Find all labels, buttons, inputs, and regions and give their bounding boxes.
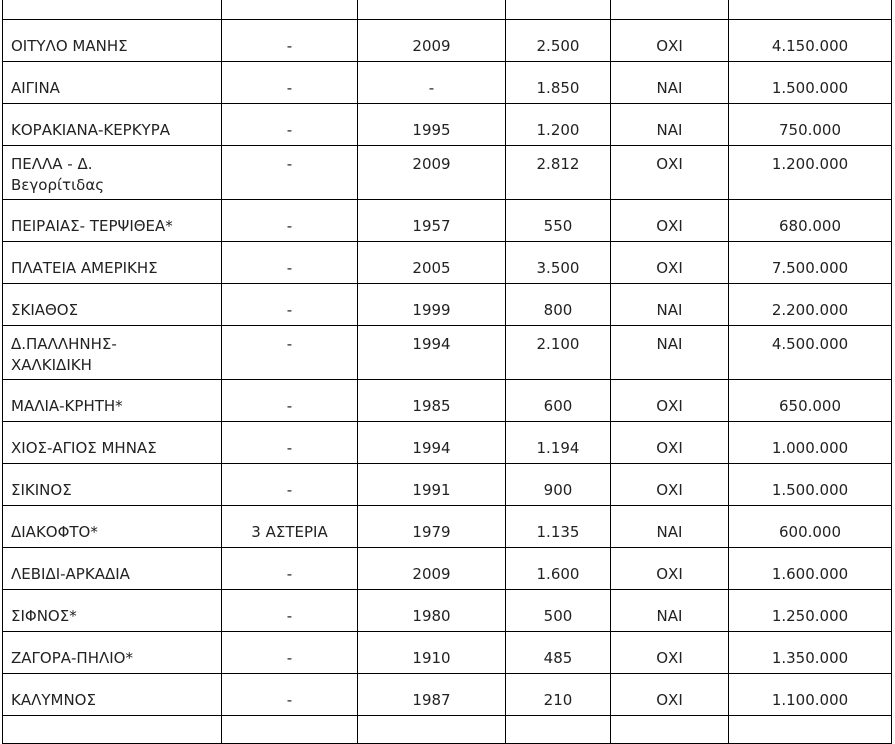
cell-year: 1999 bbox=[358, 284, 506, 326]
cell-stars: - bbox=[222, 674, 358, 716]
cell-flag: ΟΧΙ bbox=[611, 380, 729, 422]
cell-name: ΟΙΤΥΛΟ ΜΑΝΗΣ bbox=[3, 20, 222, 62]
cell-name: ΠΕΙΡΑΙΑΣ- ΤΕΡΨΙΘΕΑ* bbox=[3, 200, 222, 242]
table-row-clipped-bottom bbox=[3, 716, 892, 744]
table-row bbox=[3, 506, 892, 548]
cell-flag: ΟΧΙ bbox=[611, 674, 729, 716]
cell-stars: - bbox=[222, 242, 358, 284]
cell-year: - bbox=[358, 62, 506, 104]
cell-stars: - bbox=[222, 284, 358, 326]
cell-year: 2009 bbox=[358, 146, 506, 200]
cell-year: 1957 bbox=[358, 200, 506, 242]
cell-flag: ΝΑΙ bbox=[611, 326, 729, 380]
cell-price: 4.500.000 bbox=[729, 326, 892, 380]
table-row bbox=[3, 674, 892, 716]
cell-name-line2: Βεγορίτιδας bbox=[11, 176, 105, 194]
cell-name: ΠΛΑΤΕΙΑ ΑΜΕΡΙΚΗΣ bbox=[3, 242, 222, 284]
table-row bbox=[3, 632, 892, 674]
table-row bbox=[3, 326, 892, 380]
cell-area: 550 bbox=[506, 200, 611, 242]
cell-name bbox=[3, 326, 222, 380]
cell-price: 7.500.000 bbox=[729, 242, 892, 284]
cell-name-line1: Δ.ΠΑΛΛΗΝΗΣ- bbox=[11, 335, 117, 353]
cell-area: 210 bbox=[506, 674, 611, 716]
cell-price: 1.500.000 bbox=[729, 464, 892, 506]
cell-area: 800 bbox=[506, 284, 611, 326]
cell-name: ΣΙΦΝΟΣ* bbox=[3, 590, 222, 632]
cell-year: 1991 bbox=[358, 464, 506, 506]
cell-area: 2.500 bbox=[506, 20, 611, 62]
cell-area: 1.194 bbox=[506, 422, 611, 464]
cell-price: 600.000 bbox=[729, 506, 892, 548]
cell-stars: - bbox=[222, 632, 358, 674]
cell-flag: ΟΧΙ bbox=[611, 632, 729, 674]
cell-area: 600 bbox=[506, 380, 611, 422]
cell-stars: - bbox=[222, 200, 358, 242]
cell-price: 650.000 bbox=[729, 380, 892, 422]
table-row bbox=[3, 200, 892, 242]
cell-price: 680.000 bbox=[729, 200, 892, 242]
table-row bbox=[3, 20, 892, 62]
cell-price: 1.100.000 bbox=[729, 674, 892, 716]
cell-price: 1.350.000 bbox=[729, 632, 892, 674]
cell-name: ΑΙΓΙΝΑ bbox=[3, 62, 222, 104]
cell-year: 2009 bbox=[358, 20, 506, 62]
cell-name: ΖΑΓΟΡΑ-ΠΗΛΙΟ* bbox=[3, 632, 222, 674]
cell-flag: ΟΧΙ bbox=[611, 146, 729, 200]
cell-flag: ΟΧΙ bbox=[611, 422, 729, 464]
cell-name bbox=[3, 146, 222, 200]
cell-flag: ΟΧΙ bbox=[611, 242, 729, 284]
cell-price: 1.250.000 bbox=[729, 590, 892, 632]
cell-stars: 3 ΑΣΤΕΡΙΑ bbox=[222, 506, 358, 548]
cell-name-line2: ΧΑΛΚΙΔΙΚΗ bbox=[11, 356, 92, 374]
cell-name: ΚΑΛΥΜΝΟΣ bbox=[3, 674, 222, 716]
cell-year: 1980 bbox=[358, 590, 506, 632]
cell-area: 2.100 bbox=[506, 326, 611, 380]
cell-area: 1.600 bbox=[506, 548, 611, 590]
cell-flag: ΟΧΙ bbox=[611, 464, 729, 506]
cell-name: ΚΟΡΑΚΙΑΝΑ-ΚΕΡΚΥΡΑ bbox=[3, 104, 222, 146]
cell-stars: - bbox=[222, 146, 358, 200]
cell-year: 1994 bbox=[358, 326, 506, 380]
table-row bbox=[3, 146, 892, 200]
cell-flag: ΝΑΙ bbox=[611, 62, 729, 104]
cell-flag: ΟΧΙ bbox=[611, 200, 729, 242]
cell-flag: ΝΑΙ bbox=[611, 590, 729, 632]
cell-stars: - bbox=[222, 62, 358, 104]
table-row bbox=[3, 548, 892, 590]
cell-year: 1987 bbox=[358, 674, 506, 716]
cell-area: 2.812 bbox=[506, 146, 611, 200]
cell-stars: - bbox=[222, 590, 358, 632]
cell-name: ΜΑΛΙΑ-ΚΡΗΤΗ* bbox=[3, 380, 222, 422]
cell-name: ΔΙΑΚΟΦΤΟ* bbox=[3, 506, 222, 548]
cell-price: 1.500.000 bbox=[729, 62, 892, 104]
cell-flag: ΟΧΙ bbox=[611, 20, 729, 62]
cell-area: 1.200 bbox=[506, 104, 611, 146]
cell-stars: - bbox=[222, 104, 358, 146]
cell-year: 1994 bbox=[358, 422, 506, 464]
cell-price: 4.150.000 bbox=[729, 20, 892, 62]
table-row bbox=[3, 242, 892, 284]
cell-stars: - bbox=[222, 548, 358, 590]
cell-price: 750.000 bbox=[729, 104, 892, 146]
table-row-clipped-top bbox=[3, 0, 892, 20]
cell-name-line1: ΠΕΛΛΑ - Δ. bbox=[11, 155, 93, 173]
cell-area: 485 bbox=[506, 632, 611, 674]
cell-area: 500 bbox=[506, 590, 611, 632]
cell-flag: ΝΑΙ bbox=[611, 104, 729, 146]
cell-area: 3.500 bbox=[506, 242, 611, 284]
cell-flag: ΝΑΙ bbox=[611, 506, 729, 548]
cell-price: 1.600.000 bbox=[729, 548, 892, 590]
cell-stars: - bbox=[222, 326, 358, 380]
table-row bbox=[3, 284, 892, 326]
cell-stars: - bbox=[222, 380, 358, 422]
table-row bbox=[3, 464, 892, 506]
cell-stars: - bbox=[222, 20, 358, 62]
cell-year: 1985 bbox=[358, 380, 506, 422]
cell-price: 1.200.000 bbox=[729, 146, 892, 200]
cell-name: ΧΙΟΣ-ΑΓΙΟΣ ΜΗΝΑΣ bbox=[3, 422, 222, 464]
cell-area: 1.135 bbox=[506, 506, 611, 548]
cell-year: 2009 bbox=[358, 548, 506, 590]
cell-year: 1995 bbox=[358, 104, 506, 146]
cell-name: ΛΕΒΙΔΙ-ΑΡΚΑΔΙΑ bbox=[3, 548, 222, 590]
cell-name: ΣΙΚΙΝΟΣ bbox=[3, 464, 222, 506]
table-row bbox=[3, 62, 892, 104]
cell-area: 1.850 bbox=[506, 62, 611, 104]
table-row bbox=[3, 104, 892, 146]
cell-name: ΣΚΙΑΘΟΣ bbox=[3, 284, 222, 326]
table-row bbox=[3, 590, 892, 632]
cell-area: 900 bbox=[506, 464, 611, 506]
cell-stars: - bbox=[222, 422, 358, 464]
property-table bbox=[2, 0, 892, 744]
cell-price: 1.000.000 bbox=[729, 422, 892, 464]
cell-year: 2005 bbox=[358, 242, 506, 284]
cell-flag: ΟΧΙ bbox=[611, 548, 729, 590]
cell-flag: ΝΑΙ bbox=[611, 284, 729, 326]
cell-stars: - bbox=[222, 464, 358, 506]
cell-year: 1910 bbox=[358, 632, 506, 674]
table-row bbox=[3, 422, 892, 464]
table-row bbox=[3, 380, 892, 422]
cell-year: 1979 bbox=[358, 506, 506, 548]
cell-price: 2.200.000 bbox=[729, 284, 892, 326]
